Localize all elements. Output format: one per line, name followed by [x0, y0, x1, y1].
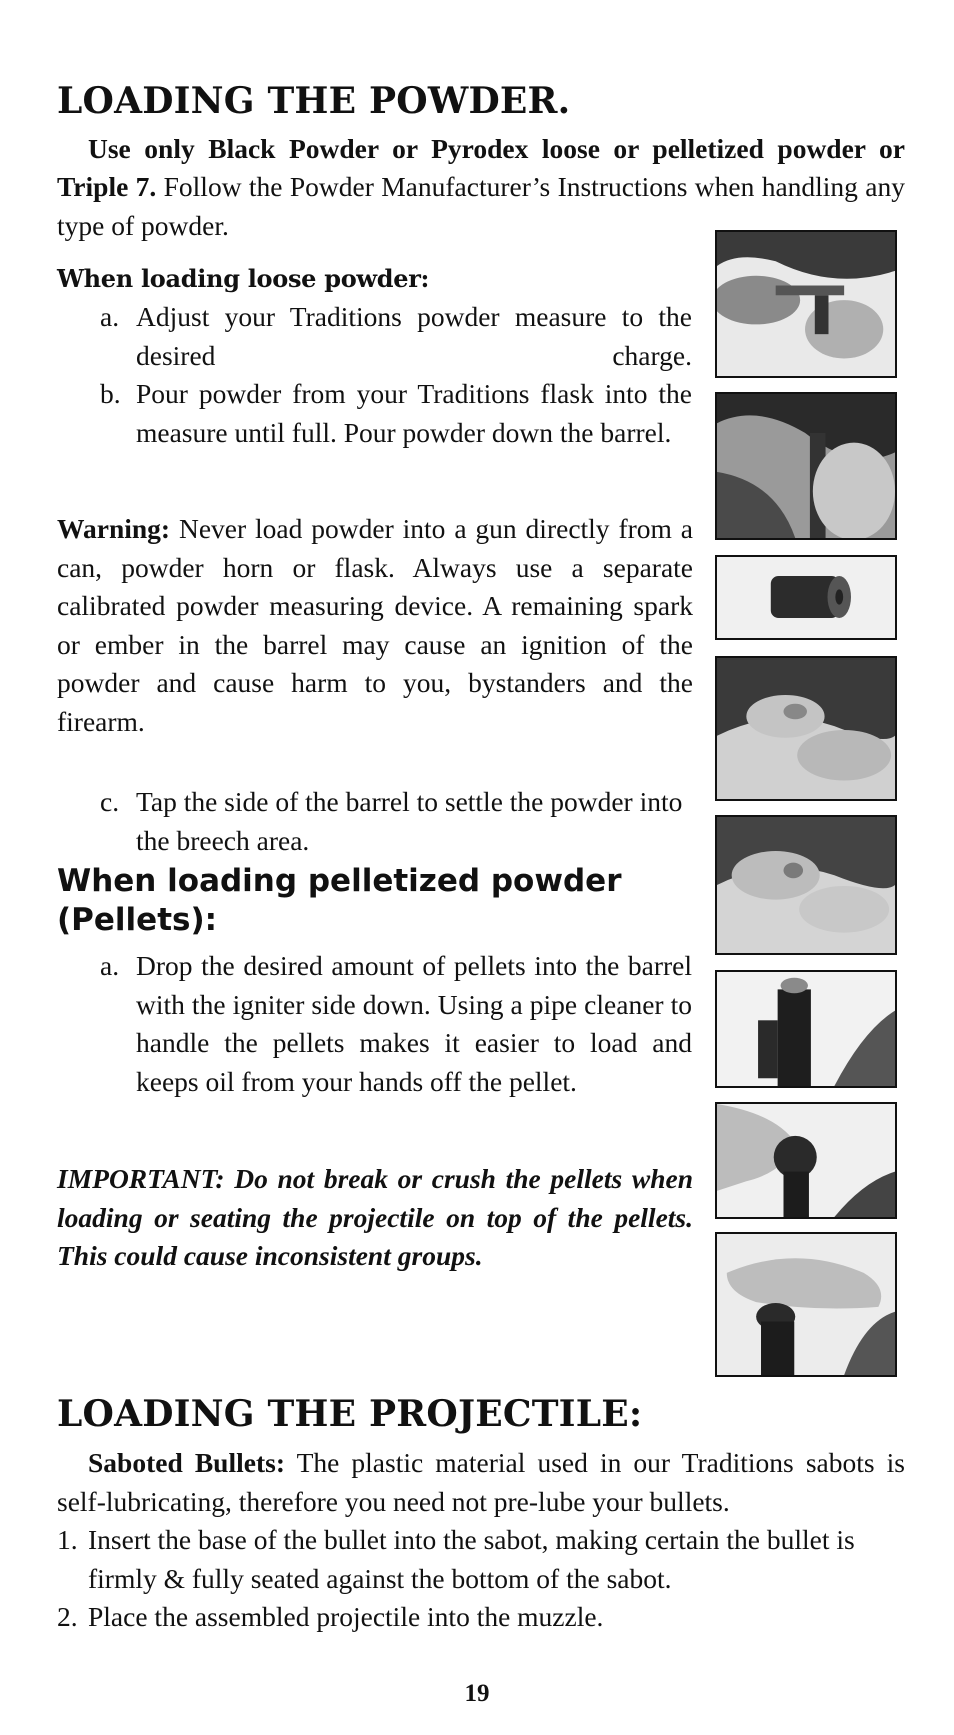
important-note: IMPORTANT: Do not break or crush the pellets when loading or seating the projectile on top of the pellets. This could cause inconsistent groups. — [57, 1163, 693, 1271]
projectile-step-2: 2. Place the assembled projectile into the muzzle. — [57, 1601, 604, 1632]
powder-pellet-photo — [715, 555, 897, 640]
warning-text: Never load powder into a gun directly from a can, powder horn or flask. Always use a separate calibrated powder measuring device. A remaining spark or ember in the barrel may cause an ignition of the powder and cause harm to you, bystanders and the firearm. — [57, 513, 693, 737]
page-number: 19 — [464, 1680, 490, 1707]
powder-measure-photo — [715, 230, 897, 378]
sabot-label: Saboted Bullets: — [88, 1447, 285, 1478]
loose-item-b: b. Pour powder from your Traditions flask into the measure until full. Pour powder down the barrel. — [100, 378, 692, 448]
barrel-muzzle-photo — [715, 970, 897, 1088]
warning-paragraph — [57, 510, 693, 741]
loose-item-a: a. Adjust your Traditions powder measure to the desired charge. — [100, 301, 692, 371]
flask-pour-photo — [715, 392, 897, 540]
short-starter-photo — [715, 1102, 897, 1219]
sabot-paragraph — [57, 1444, 905, 1521]
sabot-text: The plastic material used in our Traditions sabots is self-lubricating, therefore you need not pre-lube your bullets. — [57, 1447, 906, 1517]
warning-label: Warning: — [57, 513, 171, 544]
pellet-heading: When loading pelletized powder (Pellets): — [57, 863, 622, 938]
powder-heading: LOADING THE POWDER. — [57, 80, 571, 122]
projectile-heading: LOADING THE PROJECTILE: — [57, 1393, 643, 1435]
pellet-item-a: a. Drop the desired amount of pellets into the barrel with the igniter side down. Using a pipe cleaner to handle the pellets makes it easier to load and keeps oil from your hands off the pellet. — [100, 950, 692, 1097]
pellet-in-hand-photo — [715, 656, 897, 801]
powder-intro-bold: Triple 7. — [57, 171, 157, 202]
loose-powder-heading: When loading loose powder: — [57, 264, 430, 293]
powder-intro-line1: Use only Black Powder or Pyrodex loose or pelletized powder or — [88, 133, 905, 164]
powder-intro-rest: Follow the Powder Manufacturer’s Instructions when handling any type of powder. — [57, 171, 905, 241]
pellet-fingers-photo — [715, 815, 897, 955]
projectile-step-1: 1. Insert the base of the bullet into the sabot, making certain the bullet is firmly & fully seated against the bottom of the sabot. — [57, 1524, 855, 1594]
palm-seating-photo — [715, 1232, 897, 1377]
loose-item-c: c. Tap the side of the barrel to settle the powder into the breech area. — [100, 786, 683, 856]
